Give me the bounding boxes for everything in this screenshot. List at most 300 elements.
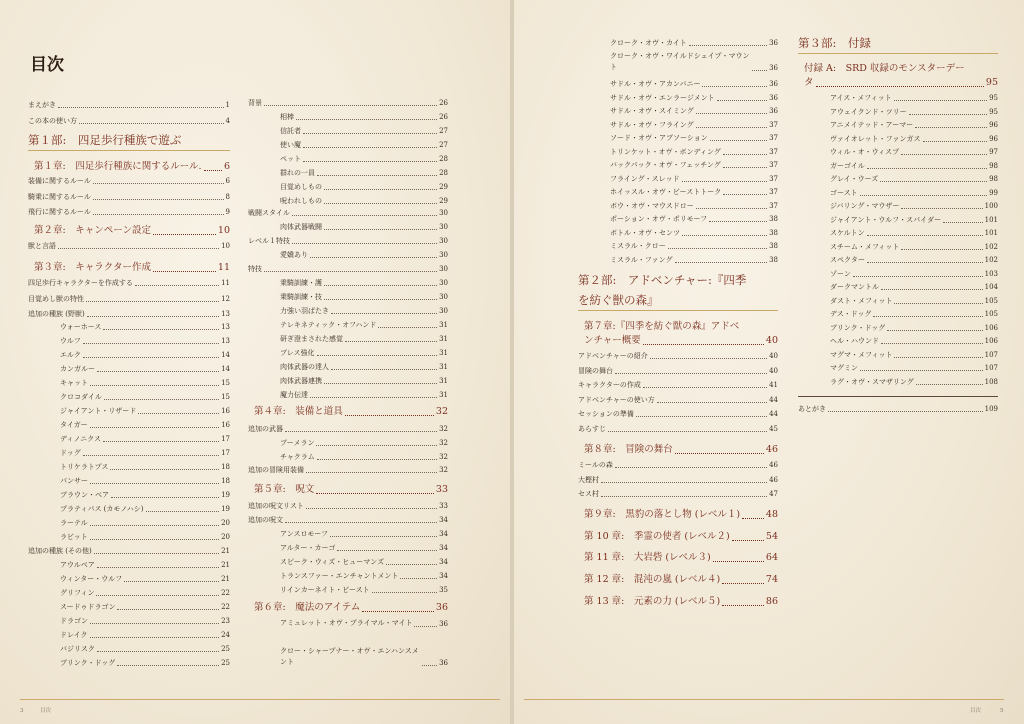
page-number: 64 — [765, 552, 778, 563]
dot-leader — [915, 127, 987, 128]
toc-subentry — [248, 557, 448, 567]
dot-leader — [117, 609, 219, 610]
entry-title: 第８章: 冒険の舞台 — [584, 444, 673, 455]
dot-leader — [110, 469, 219, 470]
entry-title: 四足歩行キャラクターを作成する — [28, 279, 133, 287]
entry-title: 魔力伝達 — [280, 391, 308, 399]
toc-subentry — [578, 255, 778, 265]
dot-leader — [93, 214, 224, 215]
left-page — [0, 0, 510, 724]
entry-title: トリケラトプス — [60, 463, 109, 471]
page-number: 38 — [769, 256, 778, 264]
page-number: 32 — [435, 406, 448, 417]
page-number: 34 — [439, 544, 448, 552]
page-number: 101 — [984, 216, 998, 224]
page-number: 15 — [221, 393, 230, 401]
chapter-entry — [578, 320, 778, 334]
entry-title: クローク・オヴ・カイト — [610, 39, 687, 47]
toc-subentry — [28, 560, 230, 570]
page-number: 9 — [225, 208, 230, 216]
dot-leader — [310, 257, 437, 258]
page-number: 30 — [439, 265, 448, 273]
entry-title: 追加の種族 (その他) — [28, 547, 92, 555]
page-number: 21 — [221, 561, 230, 569]
entry-title: まえがき — [28, 101, 56, 109]
dot-leader — [643, 387, 767, 388]
toc-subentry — [578, 147, 778, 157]
entry-title: トリンケット・オヴ・ボンディング — [610, 148, 721, 156]
page-number: 46 — [769, 476, 778, 484]
entry-title: セッションの準備 — [578, 410, 634, 418]
dot-leader — [204, 170, 222, 171]
toc-subentry — [798, 174, 998, 184]
entry-title: プラティパス (カモノハシ) — [60, 505, 144, 513]
toc-subentry — [248, 112, 448, 122]
entry-title: 群れの一員 — [280, 169, 315, 177]
page-number: 11 — [217, 262, 230, 273]
dot-leader — [93, 199, 224, 200]
dot-leader — [828, 411, 983, 412]
page-number: 32 — [439, 425, 448, 433]
dot-leader — [722, 583, 764, 584]
dot-leader — [713, 561, 764, 562]
entry-title: ゴースト — [830, 189, 858, 197]
entry-title: エルク — [60, 351, 81, 359]
entry-title: スペクター — [830, 256, 865, 264]
toc-subentry — [798, 93, 998, 103]
dot-leader — [86, 301, 219, 302]
toc-subentry — [578, 241, 778, 251]
dot-leader — [732, 540, 764, 541]
page-number: 33 — [435, 484, 448, 495]
dot-leader — [93, 183, 224, 184]
entry-title: 使い魔 — [280, 141, 301, 149]
page-number: 36 — [435, 602, 448, 613]
entry-title: あとがき — [798, 405, 826, 413]
toc-entry — [248, 424, 448, 434]
entry-title: 信託者 — [280, 127, 301, 135]
page-number: 18 — [221, 477, 230, 485]
page-number: 34 — [439, 572, 448, 580]
entry-title: 相棒 — [280, 113, 294, 121]
page-number: 32 — [439, 466, 448, 474]
entry-title: 第１章: 四足歩行種族に関するルール. — [34, 161, 202, 172]
chapter-entry — [248, 601, 448, 615]
entry-title: 第２章: キャンペーン設定 — [34, 225, 152, 236]
page-number: 17 — [221, 435, 230, 443]
page-number: 11 — [221, 279, 230, 287]
page-number: 27 — [439, 127, 448, 135]
entry-title: 目覚めし獣の特性 — [28, 295, 84, 303]
entry-title: 第３章: キャラクター作成 — [34, 262, 152, 273]
dot-leader — [894, 100, 987, 101]
page-number: 35 — [439, 586, 448, 594]
dot-leader — [636, 416, 767, 417]
entry-title: ラーテル — [60, 519, 88, 527]
dot-leader — [943, 222, 982, 223]
dot-leader — [867, 168, 987, 169]
toc-entry — [28, 294, 230, 304]
entry-title: 第 12 章: 混沌の嵐 (レベル４) — [584, 574, 721, 585]
page-number: 46 — [769, 461, 778, 469]
toc-entry — [578, 380, 778, 390]
dot-leader — [124, 581, 219, 582]
dot-leader — [608, 431, 767, 432]
page-number: 16 — [221, 407, 230, 415]
entry-title: ガーゴイル — [830, 162, 865, 170]
dot-leader — [372, 592, 437, 593]
toc-subentry — [28, 350, 230, 360]
dot-leader — [422, 665, 437, 666]
dot-leader — [601, 496, 767, 497]
dot-leader — [317, 459, 437, 460]
dot-leader — [79, 123, 224, 124]
footer-page-number: 3 — [20, 708, 24, 714]
dot-leader — [880, 181, 987, 182]
entry-title: サドル・オヴ・エンラージメント — [610, 94, 715, 102]
part-heading: 第３部: 付録 — [798, 36, 871, 50]
chapter-entry — [248, 405, 448, 419]
toc-subentry — [248, 362, 448, 372]
entry-title: スケルトン — [830, 229, 865, 237]
entry-title: ペット — [280, 155, 301, 163]
dot-leader — [324, 189, 437, 190]
toc-subentry — [578, 133, 778, 143]
toc-subentry — [248, 196, 448, 206]
toc-entry — [248, 501, 448, 511]
page-number: 31 — [439, 377, 448, 385]
page-number: 48 — [765, 509, 778, 520]
chapter-entry — [578, 530, 778, 544]
page-number: 98 — [989, 162, 998, 170]
toc-subentry — [28, 490, 230, 500]
footer-rule — [20, 699, 500, 700]
entry-title: アウルベア — [60, 561, 95, 569]
page-number: 102 — [984, 243, 998, 251]
entry-title: グレイ・ウーズ — [830, 175, 879, 183]
dot-leader — [117, 665, 219, 666]
page-number: 45 — [769, 425, 778, 433]
toc-subentry — [578, 93, 778, 103]
toc-subentry — [248, 438, 448, 448]
page-number: 103 — [984, 270, 998, 278]
dot-leader — [742, 518, 764, 519]
page-number: 46 — [765, 444, 778, 455]
toc-subentry — [798, 282, 998, 292]
entry-title: ドッグ — [60, 449, 81, 457]
entry-title: ラビット — [60, 533, 88, 541]
toc-subentry — [578, 174, 778, 184]
page-number: 36 — [769, 94, 778, 102]
toc-subentry — [248, 618, 448, 629]
entry-title: 研ぎ澄まされた感覚 — [280, 335, 343, 343]
page-number: 107 — [984, 364, 998, 372]
entry-title: ブーメラン — [280, 439, 315, 447]
toc-subentry — [28, 364, 230, 374]
page-number: 47 — [769, 490, 778, 498]
page-number: 36 — [769, 64, 778, 72]
page-number: 32 — [439, 439, 448, 447]
dot-leader — [296, 119, 437, 120]
entry-title: スードゥドラゴン — [60, 603, 116, 611]
toc-subentry — [798, 147, 998, 157]
dot-leader — [138, 413, 219, 414]
entry-title: ウォーホース — [60, 323, 102, 331]
dot-leader — [111, 497, 219, 498]
part-heading: を紡ぐ獣の森』 — [578, 293, 659, 307]
page-number: 18 — [221, 463, 230, 471]
dot-leader — [657, 402, 767, 403]
toc-entry — [248, 236, 448, 246]
afterword-rule — [798, 396, 998, 397]
dot-leader — [867, 235, 983, 236]
entry-title: 第９章: 黒豹の落とし物 (レベル１) — [584, 509, 741, 520]
toc-entry — [578, 351, 778, 361]
toc-subentry — [248, 306, 448, 316]
toc-subentry — [578, 51, 778, 73]
toc-subentry — [578, 160, 778, 170]
page-number: 37 — [769, 175, 778, 183]
page-number: 6 — [225, 177, 230, 185]
page-number: 19 — [221, 491, 230, 499]
toc-subentry — [28, 448, 230, 458]
toc-subentry — [798, 296, 998, 306]
toc-entry — [28, 241, 230, 251]
toc-subentry — [248, 390, 448, 400]
page-number: 13 — [221, 310, 230, 318]
dot-leader — [414, 626, 437, 627]
entry-title: ジャイアント・ウルフ・スパイダー — [830, 216, 942, 224]
dot-leader — [723, 167, 767, 168]
toc-subentry — [28, 644, 230, 654]
entry-title: ジバリング・マウザー — [830, 202, 900, 210]
entry-title: ダークマントル — [830, 283, 879, 291]
toc-subentry — [248, 168, 448, 178]
page-number: 98 — [989, 175, 998, 183]
entry-title: 騎乗に関するルール — [28, 193, 91, 201]
dot-leader — [916, 384, 983, 385]
entry-title: この本の使い方 — [28, 117, 77, 125]
entry-title: 背景 — [248, 99, 262, 107]
page-number: 38 — [769, 215, 778, 223]
entry-title: 肉体武器の達人 — [280, 363, 329, 371]
page-number: 1 — [225, 101, 230, 109]
dot-leader — [83, 343, 219, 344]
entry-title: カンガルー — [60, 365, 95, 373]
toc-subentry — [248, 126, 448, 136]
page-number: 17 — [221, 449, 230, 457]
entry-title: 獣と言語 — [28, 242, 56, 250]
page-number: 31 — [439, 363, 448, 371]
page-number: 28 — [439, 169, 448, 177]
entry-title: ンチャー概要 — [584, 335, 641, 346]
chapter-entry — [28, 261, 230, 275]
dot-leader — [317, 175, 437, 176]
toc-subentry — [248, 334, 448, 344]
chapter-title: 付録 A: SRD 収録のモンスターデー — [804, 63, 965, 74]
entry-title: アンスロモーフ — [280, 530, 328, 538]
entry-title: 追加の呪文リスト — [248, 502, 304, 510]
entry-title: 追加の呪文 — [248, 516, 283, 524]
page-number: 40 — [765, 335, 778, 346]
dot-leader — [104, 399, 219, 400]
dot-leader — [710, 140, 767, 141]
dot-leader — [264, 105, 437, 106]
page-number: 26 — [439, 99, 448, 107]
toc-subentry — [28, 476, 230, 486]
dot-leader — [96, 595, 219, 596]
chapter-entry — [28, 224, 230, 238]
page-number: 107 — [984, 351, 998, 359]
page-number: 30 — [439, 251, 448, 259]
toc-entry — [578, 395, 778, 405]
page-number: 30 — [439, 293, 448, 301]
page-number: 28 — [439, 155, 448, 163]
page-number: 54 — [765, 531, 778, 542]
page-number: 106 — [984, 337, 998, 345]
dot-leader — [83, 455, 219, 456]
dot-leader — [310, 397, 437, 398]
dot-leader — [58, 248, 219, 249]
dot-leader — [362, 611, 434, 612]
entry-title: ウィンター・ウルフ — [60, 575, 123, 583]
dot-leader — [696, 208, 767, 209]
page-number: 108 — [984, 378, 998, 386]
page-number: 31 — [439, 321, 448, 329]
chapter-title: 第７章:『四季を紡ぐ獣の森』アドベ — [584, 321, 740, 332]
toc-subentry — [798, 107, 998, 117]
page-number: 25 — [221, 659, 230, 667]
entry-title: パンサー — [60, 477, 88, 485]
entry-title: 肉体武器連携 — [280, 377, 322, 385]
page-number: 30 — [439, 307, 448, 315]
dot-leader — [90, 385, 219, 386]
toc-subentry — [28, 532, 230, 542]
dot-leader — [90, 539, 219, 540]
dot-leader — [97, 371, 219, 372]
page-number: 30 — [439, 223, 448, 231]
entry-title: ブリンク・ドッグ — [830, 324, 886, 332]
chapter-entry — [578, 573, 778, 587]
chapter-entry — [28, 160, 230, 174]
page-number: 97 — [989, 148, 998, 156]
page-number: 36 — [769, 107, 778, 115]
entry-title: アイス・メフィット — [830, 94, 892, 102]
toc-subentry — [248, 452, 448, 462]
entry-title: ドラゴン — [60, 617, 88, 625]
entry-title: 追加の種族 (野獣) — [28, 310, 85, 318]
dot-leader — [324, 229, 437, 230]
page-number: 104 — [984, 283, 998, 291]
dot-leader — [675, 262, 768, 263]
toc-subentry — [248, 154, 448, 164]
dot-leader — [816, 86, 984, 87]
page-number: 33 — [439, 502, 448, 510]
page-number: 14 — [221, 365, 230, 373]
dot-leader — [873, 316, 982, 317]
page-number: 36 — [439, 659, 448, 667]
entry-title: アドベンチャーの使い方 — [578, 396, 655, 404]
entry-title: 目覚めしもの — [280, 183, 322, 191]
toc-entry — [248, 208, 448, 218]
chapter-entry — [578, 551, 778, 565]
toc-subentry — [798, 309, 998, 319]
dot-leader — [650, 358, 767, 359]
entry-title: あらすじ — [578, 425, 606, 433]
toc-subentry — [798, 363, 998, 373]
toc-subentry — [578, 106, 778, 116]
toc-entry — [248, 264, 448, 274]
dot-leader — [90, 483, 219, 484]
toc-subentry — [28, 434, 230, 444]
dot-leader — [923, 141, 988, 142]
dot-leader — [894, 303, 982, 304]
toc-subentry — [798, 201, 998, 211]
dot-leader — [901, 154, 987, 155]
entry-title: バックパック・オヴ・フェッチング — [610, 161, 721, 169]
page-number: 24 — [221, 631, 230, 639]
page-number: 37 — [769, 188, 778, 196]
entry-title: サドル・オヴ・アカンバニー — [610, 80, 701, 88]
entry-title: ダスト・メフィット — [830, 297, 893, 305]
entry-title: アニメイテッド・アーマー — [830, 121, 914, 129]
dot-leader — [696, 127, 767, 128]
page-number: 21 — [221, 575, 230, 583]
chapter-entry — [578, 443, 778, 457]
dot-leader — [615, 467, 767, 468]
page-number: 37 — [769, 161, 778, 169]
dot-leader — [860, 195, 987, 196]
dot-leader — [90, 637, 220, 638]
toc-entry — [798, 404, 998, 414]
entry-title: 乗騎訓練・護 — [280, 279, 322, 287]
toc-subentry — [798, 336, 998, 346]
entry-title: 第６章: 魔法のアイテム — [254, 602, 361, 613]
page-number: 16 — [221, 421, 230, 429]
entry-title: ブリンク・ドッグ — [60, 659, 116, 667]
page-number: 10 — [221, 242, 230, 250]
dot-leader — [887, 330, 982, 331]
entry-title: ホイッスル・オヴ・ビーストトーク — [610, 188, 722, 196]
entry-title: 肉体武器戦闘 — [280, 223, 322, 231]
toc-entry — [28, 546, 230, 556]
page-number: 74 — [765, 574, 778, 585]
chapter-entry — [798, 76, 998, 90]
toc-subentry — [798, 323, 998, 333]
page-number: 31 — [439, 335, 448, 343]
dot-leader — [643, 344, 764, 345]
toc-subentry — [248, 140, 448, 150]
page-number: 13 — [221, 337, 230, 345]
entry-title: クロー・シャープナー・オヴ・エンハンスメント — [280, 647, 419, 666]
dot-leader — [103, 441, 219, 442]
dot-leader — [292, 243, 437, 244]
entry-title: アミュレット・オヴ・プライマル・マイト — [280, 619, 413, 627]
dot-leader — [324, 285, 437, 286]
entry-title: チャクラム — [280, 453, 315, 461]
toc-entry — [248, 98, 448, 108]
entry-title: クロコダイル — [60, 393, 102, 401]
page-number: 95 — [989, 108, 998, 116]
footer-rule — [524, 699, 1004, 700]
dot-leader — [696, 113, 767, 114]
toc-subentry — [248, 585, 448, 595]
toc-subentry — [578, 38, 778, 48]
page-number: 105 — [984, 297, 998, 305]
entry-title: 第４章: 装備と道具 — [254, 406, 343, 417]
page-number: 34 — [439, 516, 448, 524]
toc-entry — [578, 366, 778, 376]
